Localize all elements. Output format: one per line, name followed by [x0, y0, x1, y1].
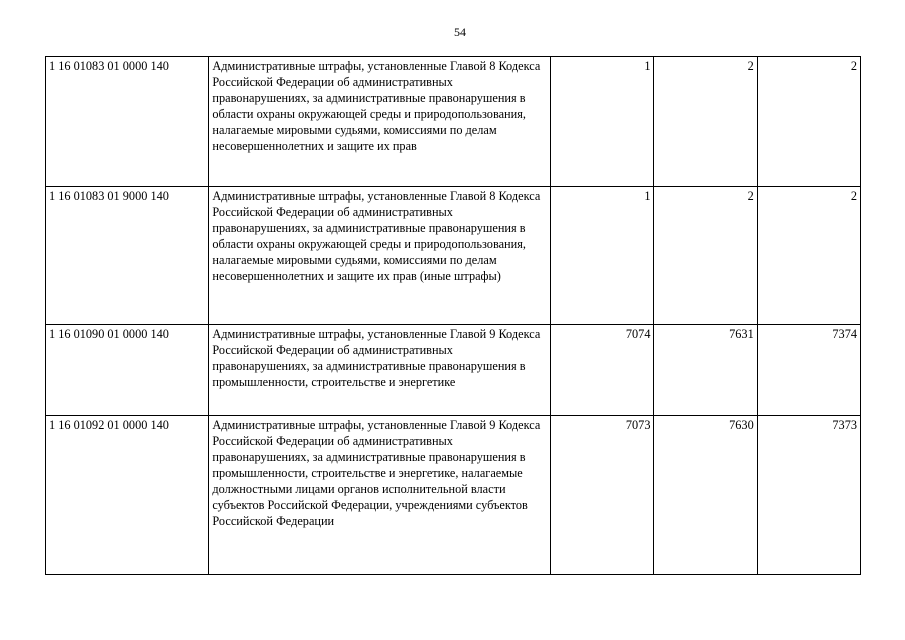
value-cell-year-2: 7631 — [654, 325, 757, 416]
value-cell-year-1: 7074 — [551, 325, 654, 416]
table-row — [46, 187, 861, 325]
value-cell-year-3: 7374 — [757, 325, 860, 416]
page-number: 54 — [454, 25, 466, 39]
budget-code-cell: 1 16 01083 01 9000 140 — [46, 187, 209, 325]
table-row — [46, 416, 861, 575]
revenue-table — [45, 56, 861, 575]
table-row — [46, 325, 861, 416]
value-cell-year-3: 7373 — [757, 416, 860, 575]
budget-code-cell: 1 16 01090 01 0000 140 — [46, 325, 209, 416]
description-cell: Административные штрафы, установленные Главой 9 Кодекса Российской Федерации об административных правонарушениях, за административные правонарушения в промышленности, строительстве и энергетике — [209, 325, 551, 416]
description-cell: Административные штрафы, установленные Главой 8 Кодекса Российской Федерации об административных правонарушениях, за административные правонарушения в области охраны окружающей среды и природопользования, налагаемые мировыми судьями, комиссиями по делам несовершеннолетних и защите их прав (иные штрафы) — [209, 187, 551, 325]
budget-code-cell: 1 16 01083 01 0000 140 — [46, 57, 209, 187]
value-cell-year-2: 2 — [654, 57, 757, 187]
table-row — [46, 57, 861, 187]
value-cell-year-3: 2 — [757, 57, 860, 187]
budget-code-cell: 1 16 01092 01 0000 140 — [46, 416, 209, 575]
value-cell-year-2: 7630 — [654, 416, 757, 575]
value-cell-year-2: 2 — [654, 187, 757, 325]
description-cell: Административные штрафы, установленные Главой 9 Кодекса Российской Федерации об административных правонарушениях, за административные правонарушения в промышленности, строительстве и энергетике, налагаемые должностными лицами органов исполнительной власти субъектов Российской Федерации, учреждениями субъектов Российской Федерации — [209, 416, 551, 575]
description-cell: Административные штрафы, установленные Главой 8 Кодекса Российской Федерации об административных правонарушениях, за административные правонарушения в области охраны окружающей среды и природопользования, налагаемые мировыми судьями, комиссиями по делам несовершеннолетних и защите их прав — [209, 57, 551, 187]
value-cell-year-1: 1 — [551, 57, 654, 187]
value-cell-year-1: 7073 — [551, 416, 654, 575]
value-cell-year-1: 1 — [551, 187, 654, 325]
value-cell-year-3: 2 — [757, 187, 860, 325]
